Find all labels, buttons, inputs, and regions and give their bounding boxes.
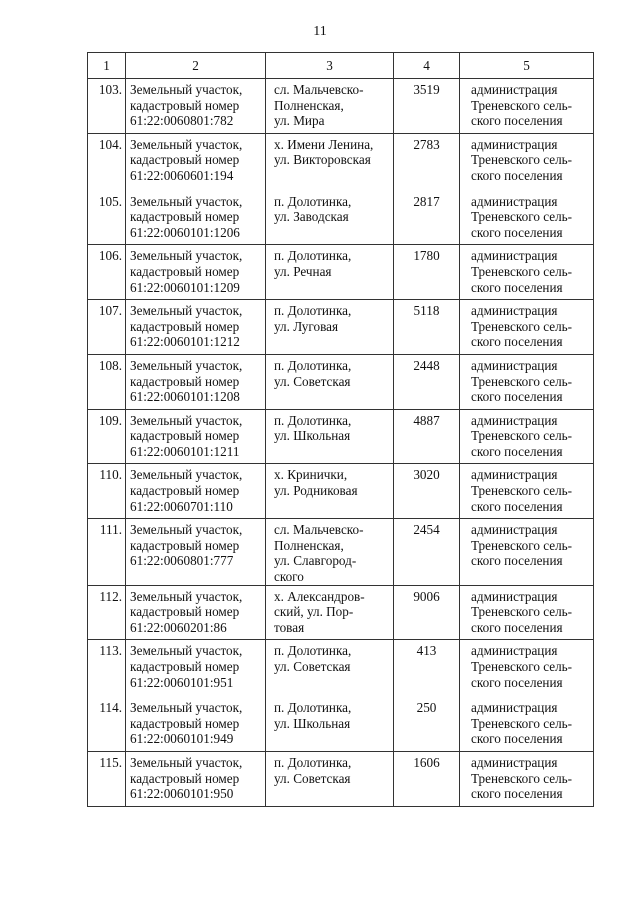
owner-cell-line: Треневского сель-	[471, 97, 573, 113]
column-header: 3	[266, 53, 394, 79]
address-cell	[266, 354, 394, 409]
owner-cell-line: Треневского сель-	[471, 604, 573, 620]
address-cell-line: п. Долотинка,	[274, 700, 352, 716]
owner-cell-line: ского поселения	[471, 443, 563, 459]
object-cell-line: 61:22:0060101:950	[130, 786, 234, 802]
area-cell: 2783	[394, 133, 460, 187]
page-number: 11	[313, 24, 327, 39]
owner-cell-line: Треневского сель-	[471, 715, 573, 731]
object-cell-line: кадастровый номер	[130, 209, 240, 225]
object-cell-line: 61:22:0060801:782	[130, 113, 234, 129]
address-cell-line: ул. Мира	[274, 113, 325, 129]
address-cell	[266, 751, 394, 806]
object-cell-line: Земельный участок,	[130, 700, 243, 716]
object-cell-line: 61:22:0060101:1211	[130, 443, 240, 459]
area-cell: 3020	[394, 464, 460, 519]
object-cell	[126, 133, 266, 187]
owner-cell	[460, 751, 594, 806]
land-plots-table	[87, 52, 594, 807]
object-cell-line: кадастровый номер	[130, 152, 240, 168]
owner-cell-line: администрация	[471, 357, 558, 373]
owner-cell	[460, 694, 594, 751]
row-number-cell: 112.	[88, 585, 126, 640]
owner-cell-line: администрация	[471, 700, 558, 716]
area-cell: 250	[394, 694, 460, 751]
column-header: 1	[88, 53, 126, 79]
area-cell: 3519	[394, 79, 460, 134]
address-cell	[266, 300, 394, 355]
owner-cell-line: ского поселения	[471, 498, 563, 514]
address-cell-line: ул. Викторовская	[274, 152, 371, 168]
address-cell-line: п. Долотинка,	[274, 412, 352, 428]
owner-cell-line: ского поселения	[471, 619, 563, 635]
object-cell	[126, 300, 266, 355]
object-cell-line: 61:22:0060101:1206	[130, 224, 240, 240]
row-number-cell: 111.	[88, 519, 126, 585]
object-cell	[126, 409, 266, 464]
table-row	[88, 585, 594, 640]
address-cell	[266, 519, 394, 585]
owner-cell-line: администрация	[471, 303, 558, 319]
address-cell-line: сл. Мальчевско-	[274, 522, 364, 538]
object-cell-line: 61:22:0060101:1209	[130, 279, 240, 295]
address-cell-line: ул. Заводская	[274, 209, 349, 225]
table-row	[88, 300, 594, 355]
address-cell-line: ул. Славгород-	[274, 553, 357, 569]
address-cell-line: ул. Школьная	[274, 715, 351, 731]
address-cell	[266, 409, 394, 464]
address-cell-line: ул. Школьная	[274, 428, 351, 444]
row-number-cell: 109.	[88, 409, 126, 464]
owner-cell	[460, 464, 594, 519]
owner-cell	[460, 245, 594, 300]
object-cell	[126, 519, 266, 585]
owner-cell-line: администрация	[471, 588, 558, 604]
object-cell-line: кадастровый номер	[130, 373, 240, 389]
address-cell-line: ул. Советская	[274, 373, 351, 389]
row-number-cell: 103.	[88, 79, 126, 134]
object-cell-line: кадастровый номер	[130, 715, 240, 731]
owner-cell-line: администрация	[471, 193, 558, 209]
owner-cell-line: Треневского сель-	[471, 537, 573, 553]
object-cell-line: Земельный участок,	[130, 303, 243, 319]
address-cell-line: ул. Речная	[274, 263, 332, 279]
owner-cell	[460, 79, 594, 134]
area-cell: 413	[394, 640, 460, 694]
object-cell-line: Земельный участок,	[130, 588, 243, 604]
owner-cell-line: администрация	[471, 754, 558, 770]
object-cell-line: 61:22:0060601:194	[130, 167, 234, 183]
address-cell	[266, 640, 394, 694]
owner-cell-line: ского поселения	[471, 279, 563, 295]
owner-cell-line: Треневского сель-	[471, 263, 573, 279]
row-number-cell: 108.	[88, 354, 126, 409]
object-cell-line: Земельный участок,	[130, 643, 243, 659]
table-row	[88, 188, 594, 245]
owner-cell-line: Треневского сель-	[471, 152, 573, 168]
object-cell	[126, 79, 266, 134]
owner-cell-line: ского поселения	[471, 224, 563, 240]
table-row	[88, 694, 594, 751]
owner-cell-line: администрация	[471, 82, 558, 97]
area-cell: 1780	[394, 245, 460, 300]
address-cell	[266, 585, 394, 640]
object-cell-line: 61:22:0060801:777	[130, 553, 234, 569]
address-cell-line: ул. Луговая	[274, 318, 339, 334]
table-body	[88, 79, 594, 807]
column-header: 2	[126, 53, 266, 79]
address-cell	[266, 79, 394, 134]
address-cell-line: х. Имени Ленина,	[274, 136, 374, 152]
object-cell-line: кадастровый номер	[130, 263, 240, 279]
address-cell	[266, 464, 394, 519]
table-row	[88, 79, 594, 134]
row-number-cell: 113.	[88, 640, 126, 694]
object-cell-line: кадастровый номер	[130, 604, 240, 620]
owner-cell	[460, 133, 594, 187]
object-cell-line: 61:22:0060701:110	[130, 498, 233, 514]
table-row	[88, 519, 594, 585]
object-cell-line: Земельный участок,	[130, 136, 243, 152]
object-cell-line: Земельный участок,	[130, 754, 243, 770]
object-cell	[126, 354, 266, 409]
object-cell-line: Земельный участок,	[130, 82, 243, 97]
object-cell-line: 61:22:0060101:1212	[130, 334, 240, 350]
row-number-cell: 104.	[88, 133, 126, 187]
object-cell	[126, 188, 266, 245]
address-cell-line: ский, ул. Пор-	[274, 604, 354, 620]
owner-cell-line: ского поселения	[471, 553, 563, 569]
address-cell	[266, 694, 394, 751]
address-cell-line: товая	[274, 619, 305, 635]
area-cell: 5118	[394, 300, 460, 355]
row-number-cell: 107.	[88, 300, 126, 355]
address-cell-line: п. Долотинка,	[274, 357, 352, 373]
object-cell-line: Земельный участок,	[130, 357, 243, 373]
owner-cell-line: ского поселения	[471, 113, 563, 129]
object-cell	[126, 585, 266, 640]
owner-cell	[460, 519, 594, 585]
object-cell-line: кадастровый номер	[130, 483, 240, 499]
owner-cell-line: Треневского сель-	[471, 209, 573, 225]
owner-cell-line: Треневского сель-	[471, 483, 573, 499]
address-cell-line: х. Кринички,	[274, 467, 348, 483]
row-number-cell: 114.	[88, 694, 126, 751]
object-cell-line: кадастровый номер	[130, 770, 240, 786]
address-cell-line: сл. Мальчевско-	[274, 82, 364, 97]
table-row	[88, 133, 594, 187]
address-cell	[266, 133, 394, 187]
address-cell-line: ул. Советская	[274, 770, 351, 786]
owner-cell-line: Треневского сель-	[471, 428, 573, 444]
owner-cell	[460, 585, 594, 640]
table-row	[88, 354, 594, 409]
area-cell: 2817	[394, 188, 460, 245]
row-number-cell: 106.	[88, 245, 126, 300]
address-cell-line: ул. Родниковая	[274, 483, 358, 499]
owner-cell-line: администрация	[471, 136, 558, 152]
owner-cell-line: администрация	[471, 643, 558, 659]
object-cell-line: кадастровый номер	[130, 537, 240, 553]
object-cell	[126, 694, 266, 751]
area-cell: 2454	[394, 519, 460, 585]
owner-cell-line: ского поселения	[471, 731, 563, 747]
object-cell	[126, 640, 266, 694]
area-cell: 4887	[394, 409, 460, 464]
owner-cell-line: Треневского сель-	[471, 770, 573, 786]
owner-cell-line: Треневского сель-	[471, 659, 573, 674]
table-row	[88, 464, 594, 519]
owner-cell	[460, 409, 594, 464]
address-cell	[266, 245, 394, 300]
owner-cell	[460, 300, 594, 355]
owner-cell-line: администрация	[471, 522, 558, 538]
address-cell-line: п. Долотинка,	[274, 303, 352, 319]
area-cell: 2448	[394, 354, 460, 409]
owner-cell	[460, 188, 594, 245]
owner-cell	[460, 354, 594, 409]
owner-cell-line: ского поселения	[471, 334, 563, 350]
table-row	[88, 640, 594, 694]
object-cell	[126, 245, 266, 300]
owner-cell-line: ского поселения	[471, 389, 563, 405]
object-cell-line: кадастровый номер	[130, 318, 240, 334]
object-cell-line: 61:22:0060101:951	[130, 674, 234, 690]
object-cell-line: 61:22:0060101:1208	[130, 389, 240, 405]
address-cell	[266, 188, 394, 245]
object-cell-line: Земельный участок,	[130, 412, 243, 428]
table-header-row	[88, 53, 594, 79]
area-cell: 9006	[394, 585, 460, 640]
object-cell-line: 61:22:0060201:86	[130, 619, 227, 635]
table-row	[88, 409, 594, 464]
table-row	[88, 751, 594, 806]
owner-cell-line: Треневского сель-	[471, 318, 573, 334]
owner-cell-line: администрация	[471, 248, 558, 264]
owner-cell-line: администрация	[471, 412, 558, 428]
address-cell-line: п. Долотинка,	[274, 643, 352, 659]
address-cell-line: п. Долотинка,	[274, 754, 352, 770]
owner-cell-line: Треневского сель-	[471, 373, 573, 389]
object-cell-line: Земельный участок,	[130, 248, 243, 264]
object-cell	[126, 464, 266, 519]
address-cell-line: Полненская,	[274, 537, 344, 553]
area-cell: 1606	[394, 751, 460, 806]
address-cell-line: х. Александров-	[274, 588, 365, 604]
address-cell-line: Полненская,	[274, 97, 344, 113]
address-cell-line: п. Долотинка,	[274, 193, 352, 209]
object-cell-line: кадастровый номер	[130, 428, 240, 444]
row-number-cell: 115.	[88, 751, 126, 806]
object-cell	[126, 751, 266, 806]
object-cell-line: кадастровый номер	[130, 97, 240, 113]
object-cell-line: Земельный участок,	[130, 193, 243, 209]
row-number-cell: 105.	[88, 188, 126, 245]
address-cell-line: ул. Советская	[274, 659, 351, 674]
owner-cell-line: ского поселения	[471, 167, 563, 183]
address-cell-line: ского	[274, 569, 304, 585]
object-cell-line: 61:22:0060101:949	[130, 731, 234, 747]
row-number-cell: 110.	[88, 464, 126, 519]
column-header: 5	[460, 53, 594, 79]
table-row	[88, 245, 594, 300]
object-cell-line: Земельный участок,	[130, 522, 243, 538]
owner-cell-line: администрация	[471, 467, 558, 483]
owner-cell	[460, 640, 594, 694]
owner-cell-line: ского поселения	[471, 786, 563, 802]
object-cell-line: Земельный участок,	[130, 467, 243, 483]
address-cell-line: п. Долотинка,	[274, 248, 352, 264]
owner-cell-line: ского поселения	[471, 674, 563, 690]
column-header: 4	[394, 53, 460, 79]
object-cell-line: кадастровый номер	[130, 659, 240, 674]
